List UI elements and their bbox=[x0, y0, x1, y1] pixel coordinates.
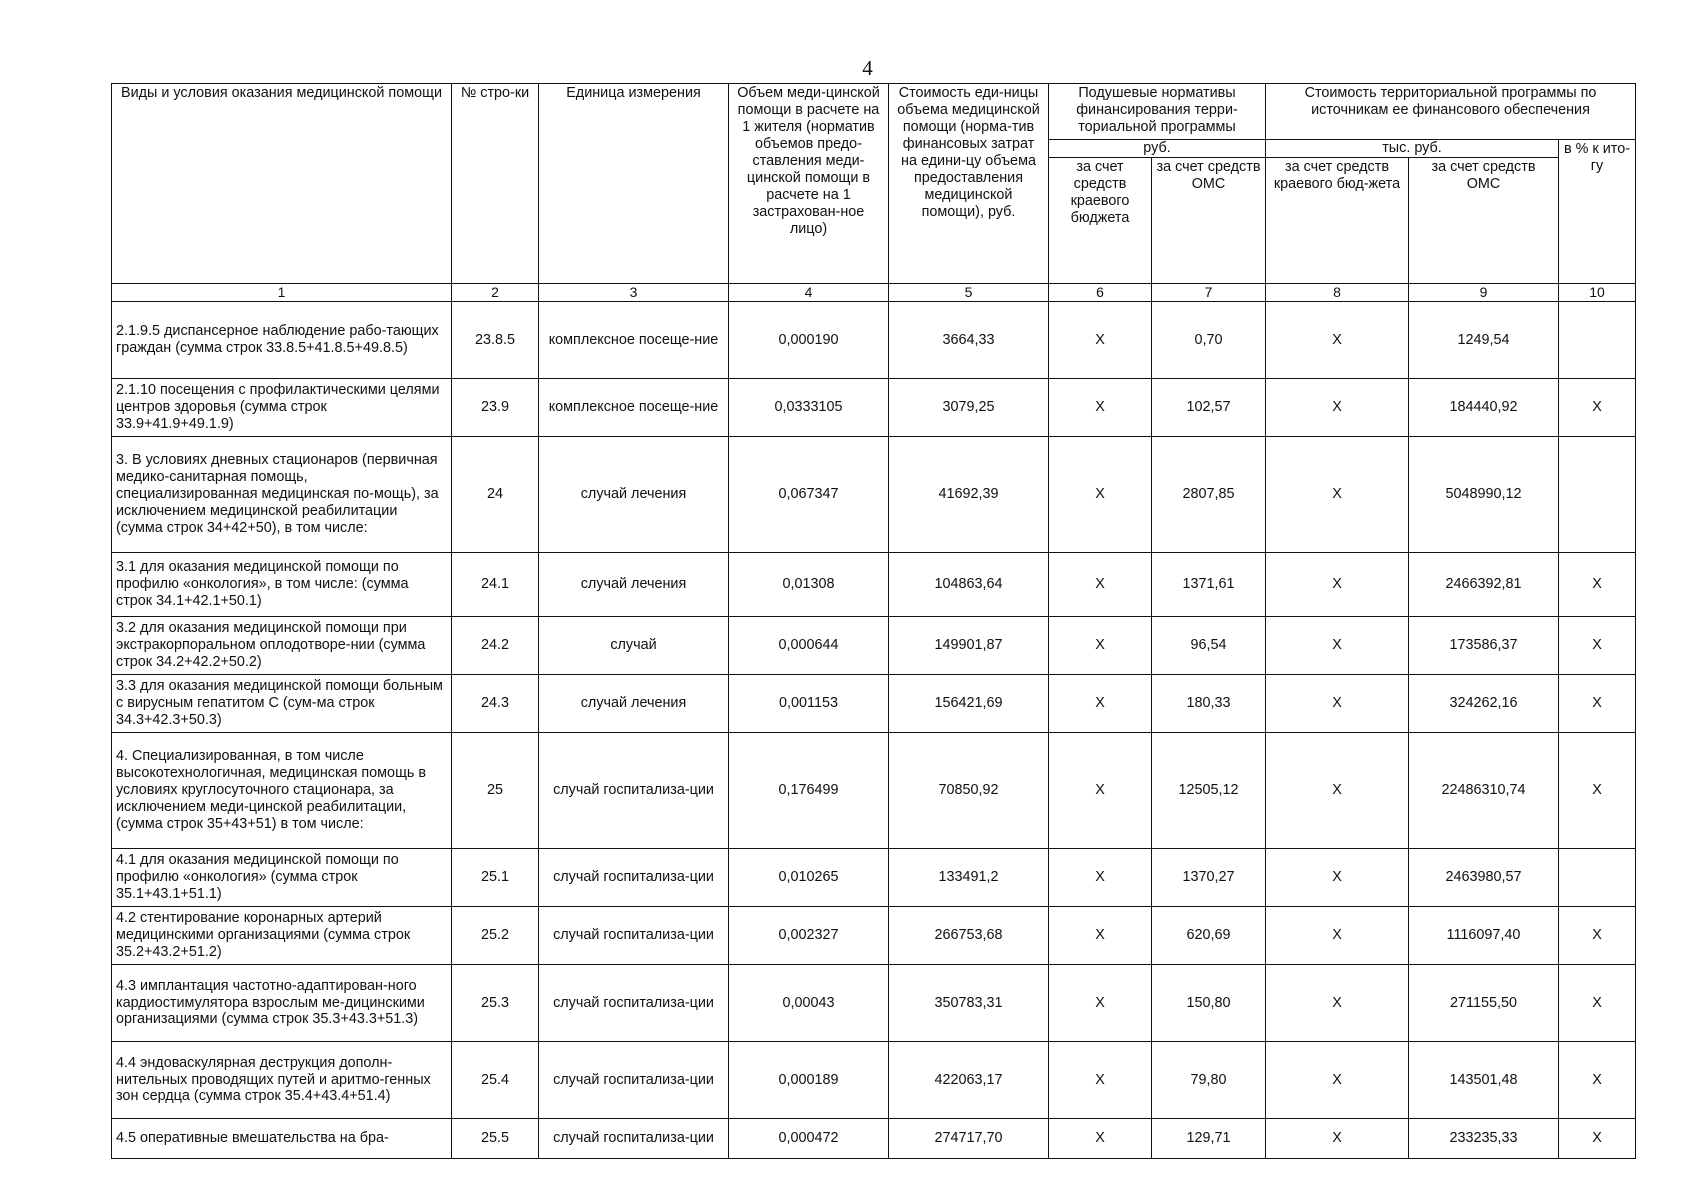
row-name: 3.3 для оказания медицинской помощи больным с вирусным гепатитом С (сум-ма строк 34.3+42.3+50.3) bbox=[112, 675, 452, 733]
row-oms-cost: 271155,50 bbox=[1409, 965, 1559, 1042]
table-row bbox=[112, 1042, 1636, 1119]
row-unit: случай лечения bbox=[539, 553, 729, 617]
row-regional-budget: X bbox=[1049, 617, 1152, 675]
row-unit: случай госпитализа-ции bbox=[539, 907, 729, 965]
row-oms-cost: 2463980,57 bbox=[1409, 849, 1559, 907]
header-oms-cost: за счет средств ОМС bbox=[1409, 158, 1559, 284]
row-oms: 12505,12 bbox=[1152, 733, 1266, 849]
row-volume: 0,000472 bbox=[729, 1119, 889, 1159]
row-regional-budget-cost: X bbox=[1266, 907, 1409, 965]
row-percent bbox=[1559, 302, 1636, 379]
row-regional-budget-cost: X bbox=[1266, 379, 1409, 437]
row-oms-cost: 1249,54 bbox=[1409, 302, 1559, 379]
row-regional-budget: X bbox=[1049, 437, 1152, 553]
row-name: 4.1 для оказания медицинской помощи по профилю «онкология» (сумма строк 35.1+43.1+51.1) bbox=[112, 849, 452, 907]
row-unit: комплексное посеще-ние bbox=[539, 302, 729, 379]
row-oms-cost: 1116097,40 bbox=[1409, 907, 1559, 965]
row-volume: 0,000644 bbox=[729, 617, 889, 675]
row-name: 3. В условиях дневных стационаров (первичная медико-санитарная помощь, специализированная медицинская по-мощь), за исключением медицинской реабилитации (сумма строк 34+42+50), в том числе: bbox=[112, 437, 452, 553]
row-name: 3.1 для оказания медицинской помощи по профилю «онкология», в том числе: (сумма строк 34.1+42.1+50.1) bbox=[112, 553, 452, 617]
column-number: 3 bbox=[539, 284, 729, 302]
row-regional-budget-cost: X bbox=[1266, 849, 1409, 907]
row-number: 24.3 bbox=[452, 675, 539, 733]
row-number: 24.2 bbox=[452, 617, 539, 675]
row-number: 25.4 bbox=[452, 1042, 539, 1119]
row-regional-budget: X bbox=[1049, 302, 1152, 379]
column-number: 5 bbox=[889, 284, 1049, 302]
row-unit: случай госпитализа-ции bbox=[539, 1042, 729, 1119]
row-unit: случай лечения bbox=[539, 675, 729, 733]
row-oms: 1370,27 bbox=[1152, 849, 1266, 907]
row-regional-budget-cost: X bbox=[1266, 1042, 1409, 1119]
table-row bbox=[112, 965, 1636, 1042]
row-unit-cost: 3079,25 bbox=[889, 379, 1049, 437]
row-regional-budget-cost: X bbox=[1266, 302, 1409, 379]
row-oms-cost: 143501,48 bbox=[1409, 1042, 1559, 1119]
row-number: 25.3 bbox=[452, 965, 539, 1042]
row-volume: 0,001153 bbox=[729, 675, 889, 733]
column-number: 8 bbox=[1266, 284, 1409, 302]
row-number: 25.1 bbox=[452, 849, 539, 907]
row-oms-cost: 2466392,81 bbox=[1409, 553, 1559, 617]
row-percent: X bbox=[1559, 553, 1636, 617]
row-oms: 129,71 bbox=[1152, 1119, 1266, 1159]
table-row bbox=[112, 675, 1636, 733]
row-unit-cost: 350783,31 bbox=[889, 965, 1049, 1042]
row-regional-budget-cost: X bbox=[1266, 675, 1409, 733]
header-volume-text: Объем меди-цинской помощи в расчете на 1 жителя (норматив объемов предо-ставления меди-цинской помощи в расчете на 1 застрахован-ное лицо) bbox=[737, 85, 880, 237]
row-unit-cost: 149901,87 bbox=[889, 617, 1049, 675]
row-volume: 0,176499 bbox=[729, 733, 889, 849]
row-unit-cost: 41692,39 bbox=[889, 437, 1049, 553]
row-volume: 0,067347 bbox=[729, 437, 889, 553]
row-percent: X bbox=[1559, 1042, 1636, 1119]
table-row bbox=[112, 379, 1636, 437]
row-oms: 2807,85 bbox=[1152, 437, 1266, 553]
header-program-cost-group: Стоимость территориальной программы по источникам ее финансового обеспечения bbox=[1266, 84, 1636, 140]
table-row bbox=[112, 849, 1636, 907]
row-unit: случай госпитализа-ции bbox=[539, 849, 729, 907]
row-unit: случай госпитализа-ции bbox=[539, 965, 729, 1042]
program-cost-table bbox=[111, 83, 1636, 1159]
row-volume: 0,01308 bbox=[729, 553, 889, 617]
row-volume: 0,010265 bbox=[729, 849, 889, 907]
row-volume: 0,00043 bbox=[729, 965, 889, 1042]
header-unit-thousand-rub: тыс. руб. bbox=[1266, 140, 1559, 158]
row-percent: X bbox=[1559, 965, 1636, 1042]
row-regional-budget-cost: X bbox=[1266, 733, 1409, 849]
header-unit-rub: руб. bbox=[1049, 140, 1266, 158]
row-percent: X bbox=[1559, 907, 1636, 965]
row-regional-budget: X bbox=[1049, 1119, 1152, 1159]
row-unit-cost: 422063,17 bbox=[889, 1042, 1049, 1119]
row-unit: комплексное посеще-ние bbox=[539, 379, 729, 437]
row-unit-cost: 104863,64 bbox=[889, 553, 1049, 617]
row-name: 2.1.10 посещения с профилактическими целями центров здоровья (сумма строк 33.9+41.9+49.1.9) bbox=[112, 379, 452, 437]
table-row bbox=[112, 907, 1636, 965]
table-row bbox=[112, 617, 1636, 675]
header-care-type: Виды и условия оказания медицинской помощи bbox=[112, 84, 452, 284]
row-oms-cost: 5048990,12 bbox=[1409, 437, 1559, 553]
row-percent: X bbox=[1559, 675, 1636, 733]
row-regional-budget: X bbox=[1049, 675, 1152, 733]
row-volume: 0,000190 bbox=[729, 302, 889, 379]
row-unit-cost: 70850,92 bbox=[889, 733, 1049, 849]
row-oms: 79,80 bbox=[1152, 1042, 1266, 1119]
row-volume: 0,000189 bbox=[729, 1042, 889, 1119]
column-number: 7 bbox=[1152, 284, 1266, 302]
row-oms-cost: 324262,16 bbox=[1409, 675, 1559, 733]
row-name: 4.4 эндоваскулярная деструкция дополн-нительных проводящих путей и аритмо-генных зон сердца (сумма строк 35.4+43.4+51.4) bbox=[112, 1042, 452, 1119]
row-percent: X bbox=[1559, 1119, 1636, 1159]
row-regional-budget: X bbox=[1049, 849, 1152, 907]
page-number: 4 bbox=[862, 56, 873, 80]
row-volume: 0,0333105 bbox=[729, 379, 889, 437]
row-regional-budget: X bbox=[1049, 907, 1152, 965]
row-regional-budget-cost: X bbox=[1266, 1119, 1409, 1159]
row-regional-budget-cost: X bbox=[1266, 965, 1409, 1042]
row-number: 25.2 bbox=[452, 907, 539, 965]
header-regional-budget: за счет средств краевого бюджета bbox=[1049, 158, 1152, 284]
row-number: 23.8.5 bbox=[452, 302, 539, 379]
row-oms-cost: 22486310,74 bbox=[1409, 733, 1559, 849]
row-regional-budget-cost: X bbox=[1266, 617, 1409, 675]
row-percent: X bbox=[1559, 379, 1636, 437]
row-unit-cost: 266753,68 bbox=[889, 907, 1049, 965]
column-number: 2 bbox=[452, 284, 539, 302]
row-percent: X bbox=[1559, 617, 1636, 675]
row-number: 25 bbox=[452, 733, 539, 849]
row-unit: случай лечения bbox=[539, 437, 729, 553]
header-unit: Единица измерения bbox=[539, 84, 729, 284]
header-regional-budget-cost: за счет средств краевого бюд-жета bbox=[1266, 158, 1409, 284]
table-body bbox=[112, 302, 1636, 1159]
column-number: 1 bbox=[112, 284, 452, 302]
row-unit: случай госпитализа-ции bbox=[539, 733, 729, 849]
row-regional-budget: X bbox=[1049, 1042, 1152, 1119]
row-oms-cost: 173586,37 bbox=[1409, 617, 1559, 675]
column-number: 6 bbox=[1049, 284, 1152, 302]
row-unit: случай госпитализа-ции bbox=[539, 1119, 729, 1159]
row-name: 3.2 для оказания медицинской помощи при экстракорпоральном оплодотворе-нии (сумма строк 34.2+42.2+50.2) bbox=[112, 617, 452, 675]
row-oms: 102,57 bbox=[1152, 379, 1266, 437]
row-regional-budget: X bbox=[1049, 379, 1152, 437]
header-volume bbox=[729, 84, 889, 284]
row-unit: случай bbox=[539, 617, 729, 675]
row-oms-cost: 184440,92 bbox=[1409, 379, 1559, 437]
table-row bbox=[112, 553, 1636, 617]
row-unit-cost: 274717,70 bbox=[889, 1119, 1049, 1159]
row-oms: 150,80 bbox=[1152, 965, 1266, 1042]
row-name: 4.2 стентирование коронарных артерий медицинскими организациями (сумма строк 35.2+43.2+51.2) bbox=[112, 907, 452, 965]
table-row bbox=[112, 437, 1636, 553]
row-oms-cost: 233235,33 bbox=[1409, 1119, 1559, 1159]
row-percent bbox=[1559, 849, 1636, 907]
row-regional-budget-cost: X bbox=[1266, 437, 1409, 553]
table-row bbox=[112, 302, 1636, 379]
column-number: 4 bbox=[729, 284, 889, 302]
row-unit-cost: 133491,2 bbox=[889, 849, 1049, 907]
row-number: 24 bbox=[452, 437, 539, 553]
row-number: 25.5 bbox=[452, 1119, 539, 1159]
row-unit-cost: 3664,33 bbox=[889, 302, 1049, 379]
row-name: 4. Специализированная, в том числе высокотехнологичная, медицинская помощь в условиях круглосуточного стационара, за исключением меди-цинской реабилитации, (сумма строк 35+43+51) в том числе: bbox=[112, 733, 452, 849]
row-volume: 0,002327 bbox=[729, 907, 889, 965]
table-row bbox=[112, 1119, 1636, 1159]
row-percent bbox=[1559, 437, 1636, 553]
header-per-capita-group: Подушевые нормативы финансирования терри-ториальной программы bbox=[1049, 84, 1266, 140]
row-oms: 0,70 bbox=[1152, 302, 1266, 379]
column-numbers-row bbox=[112, 284, 1636, 302]
row-oms: 620,69 bbox=[1152, 907, 1266, 965]
column-number: 9 bbox=[1409, 284, 1559, 302]
column-number: 10 bbox=[1559, 284, 1636, 302]
row-oms: 96,54 bbox=[1152, 617, 1266, 675]
header-unit-cost: Стоимость еди-ницы объема медицинской помощи (норма-тив финансовых затрат на едини-цу объема предоставления медицинской помощи), руб. bbox=[889, 84, 1049, 284]
row-name: 2.1.9.5 диспансерное наблюдение рабо-тающих граждан (сумма строк 33.8.5+41.8.5+49.8.5) bbox=[112, 302, 452, 379]
row-percent: X bbox=[1559, 733, 1636, 849]
row-regional-budget: X bbox=[1049, 965, 1152, 1042]
row-regional-budget-cost: X bbox=[1266, 553, 1409, 617]
row-regional-budget: X bbox=[1049, 553, 1152, 617]
row-name: 4.3 имплантация частотно-адаптирован-ного кардиостимулятора взрослым ме-дицинскими организациями (сумма строк 35.3+43.3+51.3) bbox=[112, 965, 452, 1042]
row-name: 4.5 оперативные вмешательства на бра- bbox=[112, 1119, 452, 1159]
row-unit-cost: 156421,69 bbox=[889, 675, 1049, 733]
header-percent-total: в % к ито-гу bbox=[1559, 140, 1636, 284]
row-regional-budget: X bbox=[1049, 733, 1152, 849]
row-oms: 180,33 bbox=[1152, 675, 1266, 733]
row-number: 24.1 bbox=[452, 553, 539, 617]
row-oms: 1371,61 bbox=[1152, 553, 1266, 617]
table-row bbox=[112, 733, 1636, 849]
row-number: 23.9 bbox=[452, 379, 539, 437]
header-oms: за счет средств ОМС bbox=[1152, 158, 1266, 284]
header-row-number: № стро-ки bbox=[452, 84, 539, 284]
